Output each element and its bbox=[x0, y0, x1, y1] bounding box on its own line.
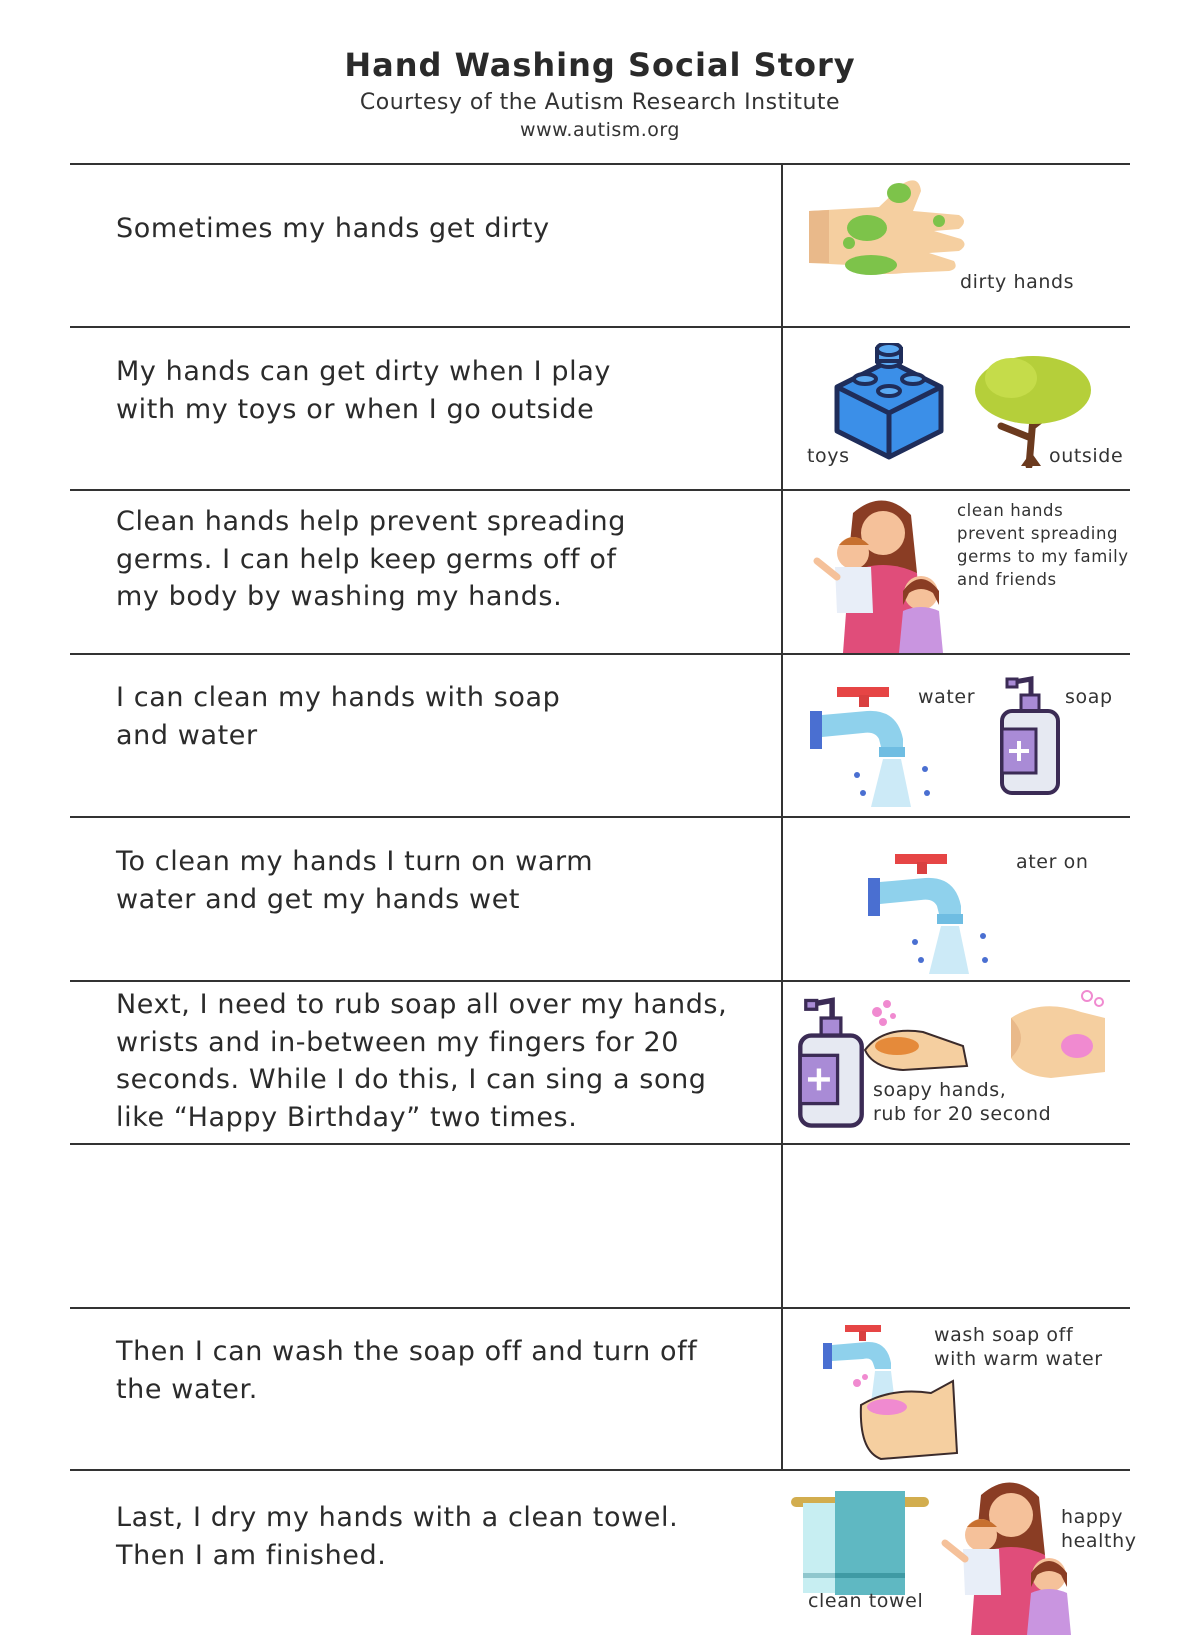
picture-label: water bbox=[918, 686, 976, 708]
picture-cell bbox=[783, 982, 1130, 1145]
story-row bbox=[70, 982, 1130, 1145]
picture-label: toys bbox=[807, 445, 850, 467]
picture-label: ater on bbox=[1016, 851, 1089, 873]
picture-cell bbox=[783, 1309, 1130, 1472]
story-row bbox=[70, 1471, 1137, 1634]
family-icon bbox=[941, 1475, 1081, 1635]
story-row bbox=[70, 165, 1130, 328]
picture-cell bbox=[783, 165, 1130, 328]
story-text: To clean my hands I turn on warm water and get my hands wet bbox=[116, 846, 594, 915]
picture-cell bbox=[783, 655, 1130, 818]
picture-cell bbox=[783, 328, 1130, 491]
soap-dispenser-icon bbox=[999, 675, 1061, 797]
towel-icon bbox=[791, 1487, 929, 1595]
picture-label: happy healthy bbox=[1061, 1506, 1137, 1552]
toy-block-icon bbox=[833, 343, 945, 461]
story-row bbox=[70, 1309, 1130, 1472]
picture-cell bbox=[783, 491, 1130, 654]
story-text: Clean hands help prevent spreading germs. I can help keep germs off of my body by washing my hands. bbox=[116, 506, 626, 612]
story-text: My hands can get dirty when I play with my toys or when I go outside bbox=[116, 356, 611, 425]
story-text: Last, I dry my hands with a clean towel. Then I am finished. bbox=[116, 1502, 679, 1571]
story-text: Next, I need to rub soap all over my hands, wrists and in-between my fingers for 20 seconds. While I do this, I can sing a song like “Happy Birthday” two times. bbox=[116, 989, 728, 1133]
picture-cell bbox=[783, 1471, 1137, 1634]
story-text: Then I can wash the soap off and turn off the water. bbox=[116, 1336, 698, 1405]
picture-cell bbox=[783, 818, 1130, 981]
story-row bbox=[70, 491, 1130, 654]
soap-dispenser-icon bbox=[797, 996, 865, 1130]
faucet-icon bbox=[865, 850, 1005, 978]
picture-label: dirty hands bbox=[960, 271, 1075, 293]
story-text: I can clean my hands with soap and water bbox=[116, 682, 561, 751]
picture-label: soap bbox=[1065, 686, 1113, 708]
picture-label: wash soap off with warm water bbox=[934, 1324, 1103, 1370]
family-icon bbox=[813, 493, 953, 653]
dirty-hand-icon bbox=[809, 173, 969, 283]
story-row bbox=[70, 328, 1130, 491]
story-text: Sometimes my hands get dirty bbox=[116, 213, 550, 244]
rubbing-hands-icon bbox=[1011, 988, 1111, 1082]
page-subtitle: Courtesy of the Autism Research Institute bbox=[359, 90, 841, 115]
picture-label: clean hands prevent spreading germs to my family and friends bbox=[957, 501, 1129, 589]
picture-label: outside bbox=[1049, 445, 1124, 467]
story-row bbox=[70, 655, 1130, 818]
website-url: www.autism.org bbox=[520, 119, 680, 141]
story-row bbox=[70, 818, 1130, 981]
page-title: Hand Washing Social Story bbox=[344, 46, 856, 84]
soapy-hand-icon bbox=[863, 996, 969, 1076]
picture-label: clean towel bbox=[808, 1590, 924, 1612]
page-header bbox=[0, 46, 1200, 141]
picture-label: soapy hands, rub for 20 second bbox=[873, 1079, 1052, 1125]
story-table bbox=[70, 163, 1137, 1612]
